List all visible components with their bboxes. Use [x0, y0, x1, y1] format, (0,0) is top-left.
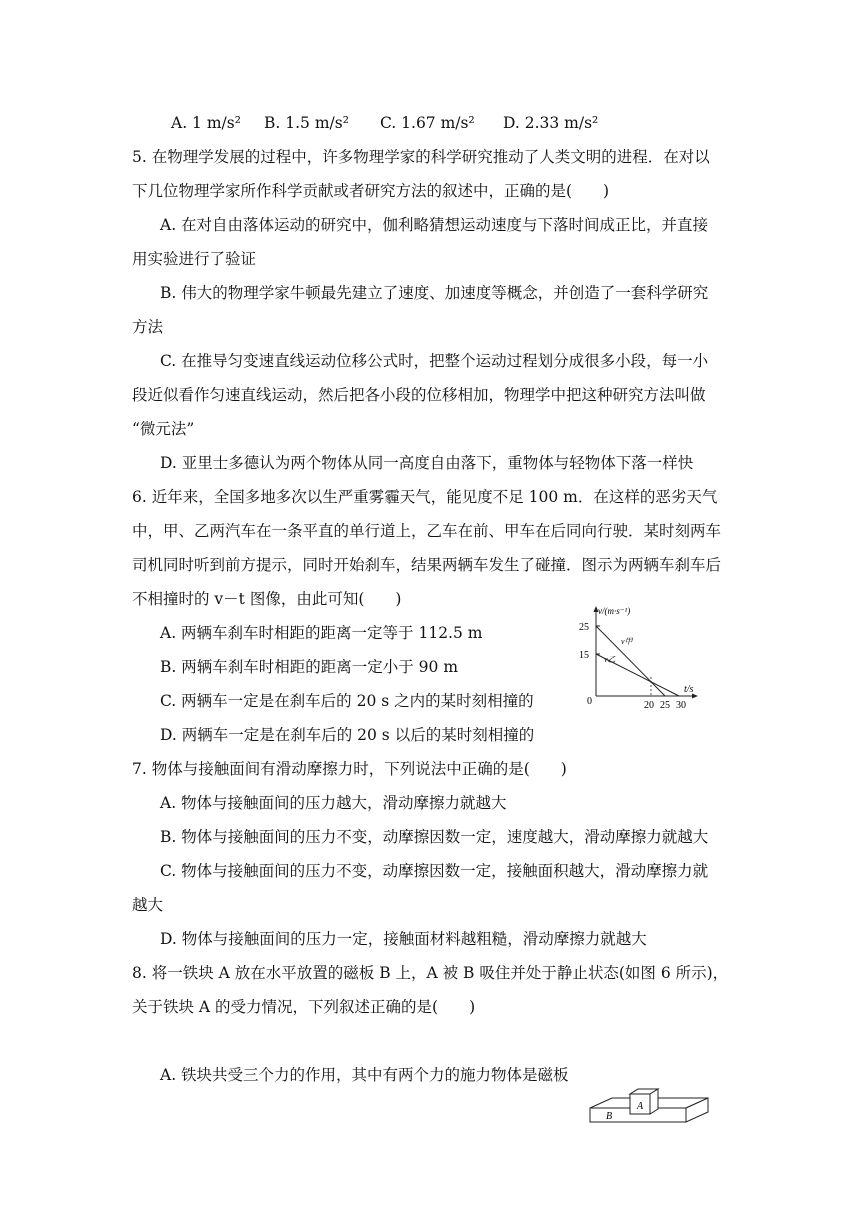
option-b: B. 1.5 m/s²	[264, 114, 349, 132]
y-axis-label: v/(m·s⁻¹)	[598, 606, 631, 616]
origin-label: 0	[587, 696, 592, 707]
question-8-stem: 8. 将一铁块 A 放在水平放置的磁板 B 上，A 被 B 吸住并处于静止状态(如图 6 所示)，	[132, 964, 729, 982]
vt-graph	[576, 604, 706, 718]
q6-option-d: D. 两辆车一定是在刹车后的 20 s 以后的某时刻相撞的	[160, 726, 535, 744]
question-8-stem-2: 关于铁块 A 的受力情况，下列叙述正确的是( )	[132, 998, 476, 1016]
q7-option-a: A. 物体与接触面间的压力越大，滑动摩擦力就越大	[160, 794, 507, 812]
q5-option-d: D. 亚里士多德认为两个物体从同一高度自由落下，重物体与轻物体下落一样快	[160, 454, 694, 472]
magnet-board-figure	[586, 1088, 712, 1136]
q6-option-b: B. 两辆车刹车时相距的距离一定小于 90 m	[160, 658, 459, 676]
q8-option-a: A. 铁块共受三个力的作用，其中有两个力的施力物体是磁板	[160, 1066, 569, 1084]
line-yi-label: v乙	[604, 655, 616, 664]
question-6-stem-3: 司机同时听到前方提示，同时开始刹车，结果两辆车发生了碰撞．图示为两辆车刹车后	[132, 556, 722, 574]
x-tick-label-30: 30	[676, 700, 686, 711]
q5-option-a: A. 在对自由落体运动的研究中，伽利略猜想运动速度与下落时间成正比，并直接	[160, 216, 709, 234]
y-tick-label-25: 25	[579, 622, 589, 633]
q5-option-b-cont: 方法	[132, 318, 164, 336]
x-tick-label-20: 20	[644, 700, 654, 711]
q5-option-c: C. 在推导匀变速直线运动位移公式时，把整个运动过程划分成很多小段，每一小	[160, 352, 709, 370]
q5-option-c-cont: 段近似看作匀速直线运动，然后把各小段的位移相加，物理学中把这种研究方法叫做	[132, 386, 706, 404]
option-a: A. 1 m/s²	[171, 114, 241, 132]
x-axis-label: t/s	[684, 684, 694, 695]
y-tick-label-15: 15	[579, 650, 589, 661]
q6-option-c: C. 两辆车一定是在刹车后的 20 s 之内的某时刻相撞的	[160, 692, 534, 710]
board-label: B	[606, 1111, 613, 1122]
option-c: C. 1.67 m/s²	[380, 114, 475, 132]
q5-option-a-cont: 用实验进行了验证	[132, 250, 257, 268]
q7-option-c: C. 物体与接触面间的压力不变，动摩擦因数一定，接触面积越大，滑动摩擦力就	[160, 862, 709, 880]
q5-option-b: B. 伟大的物理学家牛顿最先建立了速度、加速度等概念，并创造了一套科学研究	[160, 284, 709, 302]
q7-option-d: D. 物体与接触面间的压力一定，接触面材料越粗糙，滑动摩擦力就越大	[160, 930, 647, 948]
question-5-stem: 5. 在物理学发展的过程中，许多物理学家的科学研究推动了人类文明的进程．在对以	[132, 148, 710, 166]
question-7-stem: 7. 物体与接触面间有滑动摩擦力时，下列说法中正确的是( )	[132, 760, 567, 778]
q7-option-c-cont: 越大	[132, 896, 164, 914]
line-jia-label: v甲	[621, 637, 633, 646]
q6-option-a: A. 两辆车刹车时相距的距离一定等于 112.5 m	[160, 624, 483, 642]
block-side	[650, 1089, 658, 1114]
block-label: A	[637, 1101, 644, 1112]
question-6-stem-2: 中，甲、乙两汽车在一条平直的单行道上，乙车在前、甲车在后同向行驶．某时刻两车	[132, 522, 722, 540]
question-5-stem-cont: 下几位物理学家所作科学贡献或者研究方法的叙述中，正确的是( )	[132, 182, 610, 200]
question-6-stem: 6. 近年来，全国多地多次以生严重雾霾天气，能见度不足 100 m．在这样的恶劣天气	[132, 488, 718, 506]
q7-option-b: B. 物体与接触面间的压力不变，动摩擦因数一定，速度越大，滑动摩擦力就越大	[160, 828, 709, 846]
option-d: D. 2.33 m/s²	[503, 114, 599, 132]
question-6-stem-4: 不相撞时的 v－t 图像，由此可知( )	[132, 590, 402, 608]
x-tick-label-25: 25	[660, 700, 670, 711]
q5-option-c-cont2: “微元法”	[132, 420, 195, 438]
